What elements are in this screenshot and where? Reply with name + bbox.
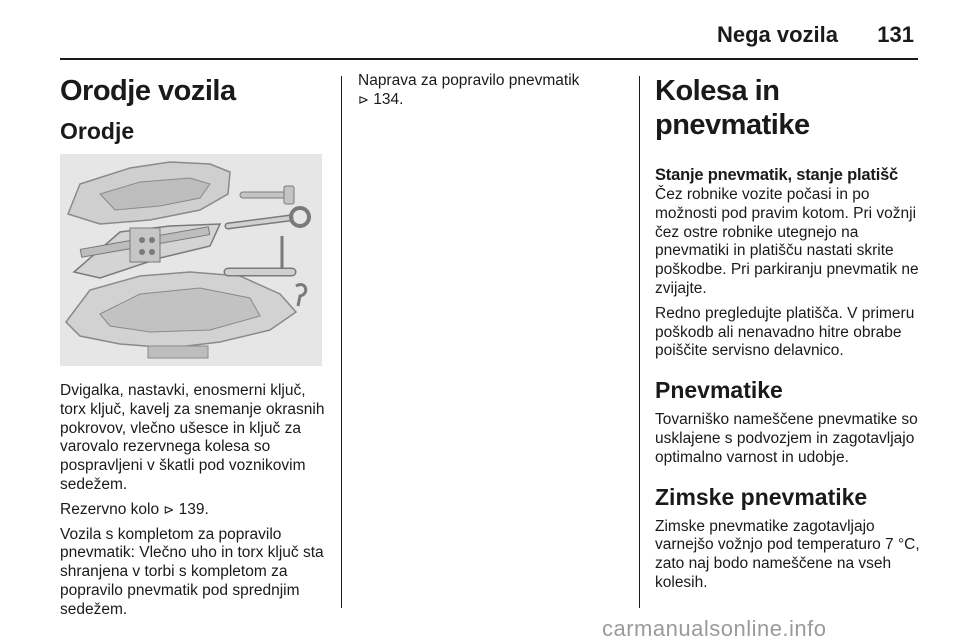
tyre-condition-paragraph-1: Čez robnike vozite počasi in po možnosti pod pravim kotom. Pri vožnji čez ostre robnike utegnejo na pnevmatiki in platišču nastati skrite poškodbe. Pri parkiranju pnevmatik ne zvijajte. <box>655 186 919 297</box>
page-header <box>60 14 918 60</box>
repair-kit-text: Naprava za popravilo pnevmatik <box>358 72 580 89</box>
page-number: 131 <box>877 22 914 47</box>
column-middle <box>358 72 624 116</box>
repair-kit-page-link[interactable]: 134. <box>373 90 404 108</box>
tools-illustration <box>60 154 322 366</box>
spare-wheel-page-link[interactable]: 139. <box>178 500 209 518</box>
tools-description: Dvigalka, nastavki, enosmerni ključ, torx ključ, kavelj za snemanje okrasnih pokrovov, vlečno ušesce in ključ za varovalo rezervnega kolesa so pospravljeni v škatli pod voznikovim sedežem. <box>60 382 325 493</box>
column-left <box>60 72 330 626</box>
spare-wheel-reference <box>60 501 330 520</box>
tyres-paragraph: Tovarniško nameščene pnevmatike so usklajene s podvozjem in zagotavljajo optimalno varnost in udobje. <box>655 411 918 466</box>
subsection-title-tools: Orodje <box>60 118 135 144</box>
arrow-ref-icon: ⊳ <box>163 501 175 517</box>
section-title-wheels-tyres: Kolesa in pnevmatike <box>655 75 810 141</box>
tyre-condition-paragraph-2: Redno pregledujte platišča. V primeru poškodb ali nenavadno hitre obrabe poiščite servisno delavnico. <box>655 304 915 360</box>
column-divider-1 <box>341 76 342 608</box>
spare-wheel-text: Rezervno kolo <box>60 500 164 518</box>
section-title-vehicle-tools: Orodje vozila <box>60 75 236 107</box>
repair-kit-description: Vozila s kompletom za popravilo pnevmatik: Vlečno uho in torx ključ sta shranjena v torbi s kompletom za popravilo pnevmatik pod sprednjim sedežem. <box>60 525 324 618</box>
page-header-title: Nega vozila <box>716 22 838 47</box>
subsection-title-tyres: Pnevmatike <box>655 377 783 404</box>
watermark: carmanualsonline.info <box>602 616 827 641</box>
winter-tyres-paragraph: Zimske pnevmatike zagotavljajo varnejšo vožnjo pod temperaturo 7 °C, zato naj bodo nameščene na vseh kolesih. <box>655 517 920 591</box>
column-divider-2 <box>639 76 640 608</box>
subsection-title-winter-tyres: Zimske pnevmatike <box>655 483 868 510</box>
repair-kit-reference <box>358 72 624 110</box>
arrow-ref-icon: ⊳ <box>358 91 369 107</box>
column-right <box>655 72 925 599</box>
subsection-title-tyre-condition: Stanje pnevmatik, stanje platišč <box>655 166 899 184</box>
